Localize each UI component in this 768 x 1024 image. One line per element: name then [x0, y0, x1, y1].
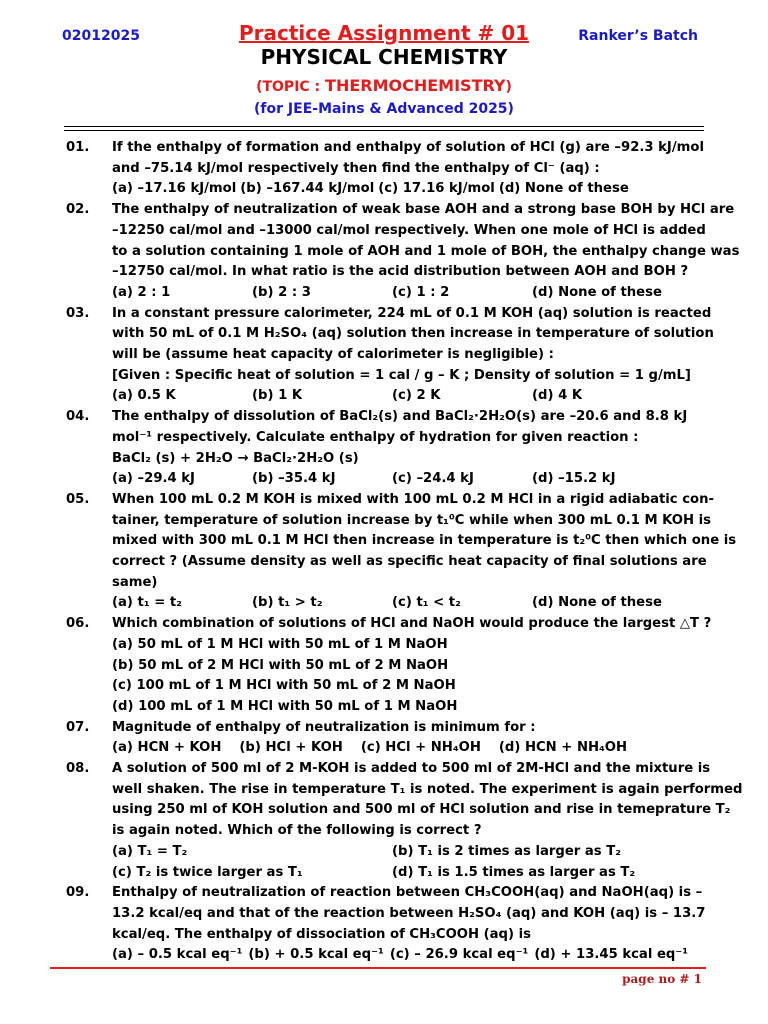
question-number: 03. [66, 305, 90, 321]
option-a: (a) HCN + KOH [112, 740, 222, 756]
option-b: (b) HCl + KOH [239, 740, 343, 756]
question-text-line: (b) 50 mL of 2 M HCl with 50 mL of 2 M NaOH [112, 657, 449, 673]
batch-code: 02012025 [62, 28, 140, 44]
question-number: 04. [66, 409, 90, 425]
option-c: (c) 17.16 kJ/mol [378, 181, 495, 197]
option-b: (b) + 0.5 kcal eq⁻¹ [248, 947, 384, 963]
option-c: (c) T₂ is twice larger as T₁ [112, 864, 303, 880]
topic-line [0, 76, 768, 95]
question-text-line: Enthalpy of neutralization of reaction between CH₃COOH(aq) and NaOH(aq) is – [112, 885, 703, 901]
question-text-line: In a constant pressure calorimeter, 224 mL of 0.1 M KOH (aq) solution is reacted [112, 305, 712, 321]
questions-list [66, 138, 743, 966]
question-text-line: mixed with 300 mL 0.1 M HCl then increase in temperature is t₂⁰C then which one is [112, 533, 737, 549]
exam-line: (for JEE-Mains & Advanced 2025) [254, 101, 514, 117]
option-a: (a) –29.4 kJ [112, 471, 195, 487]
options-row [112, 945, 706, 966]
option-b: (b) 2 : 3 [252, 284, 311, 300]
topic-prefix: (TOPIC : [256, 79, 326, 95]
option-b: (b) 1 K [252, 388, 303, 404]
options-row [112, 283, 706, 304]
question-text-line: will be (assume heat capacity of calorimeter is negligible) : [112, 347, 554, 363]
options-row [112, 469, 706, 490]
question-text-line: with 50 mL of 0.1 M H₂SO₄ (aq) solution then increase in temperature of solution [112, 326, 714, 342]
option-d: (d) –15.2 kJ [532, 471, 616, 487]
option-b: (b) –167.44 kJ/mol [240, 181, 375, 197]
option-b: (b) t₁ > t₂ [252, 595, 323, 611]
batch-name: Ranker’s Batch [578, 28, 698, 44]
question-7 [66, 718, 706, 759]
question-8 [66, 759, 743, 883]
question-number: 05. [66, 491, 90, 507]
option-c: (c) – 26.9 kcal eq⁻¹ [389, 947, 529, 963]
question-text-line: If the enthalpy of formation and enthalpy of solution of HCl (g) are –92.3 kJ/mol [112, 140, 704, 155]
option-a: (a) T₁ = T₂ [112, 843, 188, 859]
subject-heading: PHYSICAL CHEMISTRY [260, 45, 508, 69]
question-6 [66, 614, 712, 718]
option-d: (d) 4 K [532, 388, 583, 404]
option-a: (a) –17.16 kJ/mol [112, 181, 237, 197]
option-d: (d) None of these [532, 284, 662, 300]
options-row [112, 179, 706, 200]
question-text-line: BaCl₂ (s) + 2H₂O → BaCl₂·2H₂O (s) [112, 450, 359, 466]
question-text-line: Magnitude of enthalpy of neutralization is minimum for : [112, 719, 536, 735]
question-text-line: kcal/eq. The enthalpy of dissociation of CH₃COOH (aq) is [112, 926, 531, 942]
options-row [112, 842, 706, 863]
options-row [112, 738, 706, 759]
topic-suffix: ) [505, 79, 512, 95]
option-d: (d) None of these [532, 595, 662, 611]
option-c: (c) 1 : 2 [392, 284, 450, 300]
option-a: (a) – 0.5 kcal eq⁻¹ [112, 947, 243, 963]
question-text-line: to a solution containing 1 mole of AOH and 1 mole of BOH, the enthalpy change was [112, 243, 740, 259]
options-row [112, 386, 706, 407]
question-text-line: is again noted. Which of the following is correct ? [112, 823, 482, 839]
question-text-line: well shaken. The rise in temperature T₁ is noted. The experiment is again performed [112, 781, 743, 797]
option-d: (d) None of these [498, 181, 629, 197]
question-text-line: The enthalpy of neutralization of weak base AOH and a strong base BOH by HCl are [112, 202, 735, 218]
options-row [112, 593, 706, 614]
question-text-line: When 100 mL 0.2 M KOH is mixed with 100 mL 0.2 M HCl in a rigid adiabatic con- [112, 491, 714, 507]
question-text-line: tainer, temperature of solution increase by t₁⁰C while when 300 mL 0.1 M KOH is [112, 512, 712, 528]
question-text-line: (c) 100 mL of 1 M HCl with 50 mL of 2 M NaOH [112, 678, 456, 694]
option-a: (a) 0.5 K [112, 388, 176, 404]
option-d: (d) + 13.45 kcal eq⁻¹ [534, 947, 689, 963]
option-d: (d) HCN + NH₄OH [498, 740, 628, 756]
question-text-line: [Given : Specific heat of solution = 1 cal / g – K ; Density of solution = 1 g/mL] [112, 367, 691, 383]
page-number: page no # 1 [622, 972, 702, 986]
option-c: (c) –24.4 kJ [392, 471, 474, 487]
question-number: 08. [66, 761, 90, 777]
question-text-line: same) [112, 574, 158, 590]
option-c: (c) t₁ < t₂ [392, 595, 461, 611]
question-5 [66, 490, 737, 614]
question-number: 07. [66, 719, 90, 735]
option-c: (c) 2 K [392, 388, 441, 404]
option-b: (b) T₁ is 2 times as larger as T₂ [392, 843, 621, 859]
question-text-line: (a) 50 mL of 1 M HCl with 50 mL of 1 M NaOH [112, 636, 448, 652]
question-3 [66, 304, 714, 408]
question-number: 01. [66, 140, 90, 155]
question-text-line: using 250 ml of KOH solution and 500 ml of HCl solution and rise in temeprature T₂ [112, 802, 731, 818]
question-text-line: Which combination of solutions of HCl and NaOH would produce the largest △T ? [112, 616, 712, 632]
question-text-line: correct ? (Assume density as well as specific heat capacity of final solutions are [112, 554, 707, 570]
question-text-line: 13.2 kcal/eq and that of the reaction between H₂SO₄ (aq) and KOH (aq) is – 13.7 [112, 905, 706, 921]
question-1 [66, 138, 706, 200]
options-row [112, 863, 706, 884]
question-text-line: mol⁻¹ respectively. Calculate enthalpy of hydration for given reaction : [112, 429, 639, 445]
option-b: (b) –35.4 kJ [252, 471, 336, 487]
question-9 [66, 883, 706, 966]
question-text-line: –12250 cal/mol and –13000 cal/mol respectively. When one mole of HCl is added [112, 222, 706, 238]
question-text-line: –12750 cal/mol. In what ratio is the acid distribution between AOH and BOH ? [112, 264, 689, 280]
assignment-title: Practice Assignment # 01 [238, 21, 530, 45]
question-number: 09. [66, 885, 90, 901]
question-number: 06. [66, 616, 90, 632]
question-2 [66, 200, 740, 304]
option-d: (d) T₁ is 1.5 times as larger as T₂ [392, 864, 636, 880]
header-double-rule [64, 126, 704, 131]
topic-name: THERMOCHEMISTRY [325, 76, 506, 95]
question-text-line: A solution of 500 ml of 2 M-KOH is added to 500 ml of 2M-HCl and the mixture is [112, 761, 711, 777]
question-4 [66, 407, 706, 490]
question-text-line: The enthalpy of dissolution of BaCl₂(s) and BaCl₂·2H₂O(s) are –20.6 and 8.8 kJ [112, 409, 688, 425]
bottom-rule [50, 967, 706, 969]
option-a: (a) t₁ = t₂ [112, 595, 182, 611]
option-a: (a) 2 : 1 [112, 284, 171, 300]
question-number: 02. [66, 202, 90, 218]
question-text-line: and –75.14 kJ/mol respectively then find the enthalpy of Cl⁻ (aq) : [112, 160, 600, 176]
option-c: (c) HCl + NH₄OH [360, 740, 481, 756]
question-text-line: (d) 100 mL of 1 M HCl with 50 mL of 1 M NaOH [112, 698, 458, 714]
